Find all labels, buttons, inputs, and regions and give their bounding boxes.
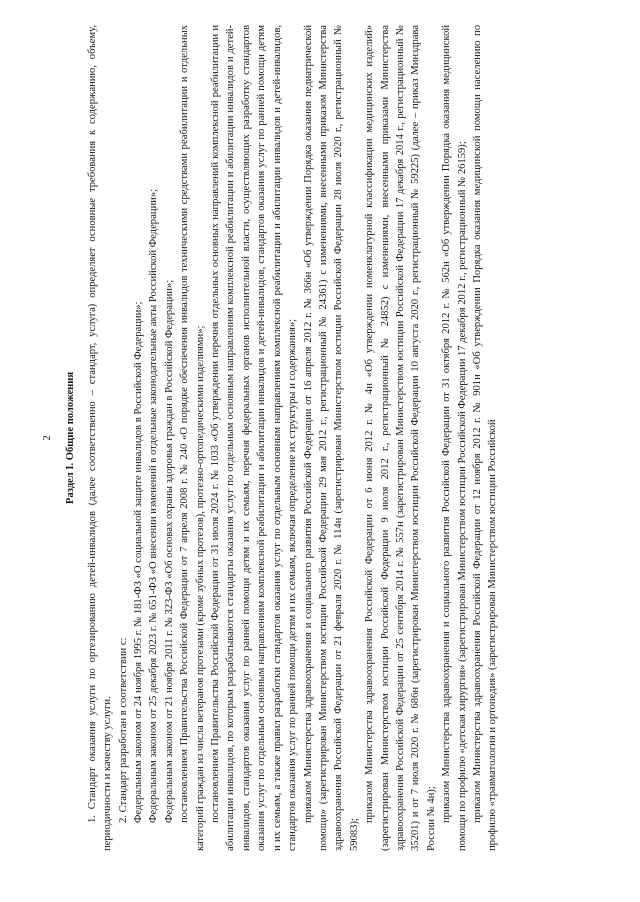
spacer: [55, 25, 59, 851]
paragraph-order-4n: приказом Министерства здравоохранения Российской Федерации от 6 июня 2012 г. № 4н «Об утверждении номенклатурной классификации медицинских изделий» (зарегистрирован Министерством юстиции Российской Федерации 9 июля 2012 г., регистрационный № 24852) с изменениями, внесенными приказами Министерства здравоохранения Российской Федерации от 25 сентября 2014 г. № 557н (зарегистрирован Министерством юстиции Российской Федерации 17 декабря 2014 г., регистрационный № 35201) и от 7 июля 2020 г. № 686н (зарегистрирован Министерством юстиции Российской Федерации 10 августа 2020 г., регистрационный № 59225) (далее – приказ Минздрава России № 4н);: [364, 25, 437, 851]
paragraph-law-651: Федеральным законом от 25 декабря 2023 г. № 651-ФЗ «О внесении изменений в отдельные законодательные акты Российской Федерации»;: [148, 188, 160, 823]
paragraph-law-181: Федеральным законом от 24 ноября 1995 г. № 181-ФЗ «О социальной защите инвалидов в Российской Федерации»;: [133, 301, 145, 823]
paragraph-resolution-240: постановлением Правительства Российской Федерации от 7 апреля 2008 г. № 240 «О порядке обеспечения инвалидов техническими средствами реабилитации и отдельных категорий граждан из числа ветеранов протезами (кроме зубных протезов), протезно-ортопедическими изделиями»;: [179, 25, 206, 851]
paragraph-order-901n: приказом Министерства здравоохранения Российской Федерации от 12 ноября 2012 г. № 901н «Об утверждении Порядка оказания медицинской помощи населению по профилю «травматология и ортопедия» (зарегистрирован Министерством юстиции Российской: [471, 25, 499, 851]
rotated-document-body: [40, 25, 600, 851]
paragraph-standard-definition: 1. Стандарт оказания услуги по ортезированию детей-инвалидов (далее соответственно – стандарт, услуга) определяет основные требования к содержанию, объему, периодичности и качеству услуги.: [86, 25, 114, 851]
section-title: Раздел I. Общие положения: [65, 371, 77, 505]
paragraph-law-323: Федеральным законом от 21 ноября 2011 г. № 323-ФЗ «Об основах охраны здоровья граждан в Российской Федерации»;: [163, 279, 175, 823]
paragraph-resolution-1033: постановлением Правительства Российской Федерации от 31 июля 2024 г. № 1033 «Об утверждении перечня отдельных основных направлений комплексной реабилитации и абилитации инвалидов, по которым разрабатываются стандарты оказания услуг по отдельным основным направлениям комплексной реабилитации и абилитации инвалидов и детей-инвалидов, стандартов оказания услуг по ранней помощи детям и их семьям, перечня федеральных органов исполнительной власти, осуществляющих разработку стандартов оказания услуг по отдельным основным направлениям комплексной реабилитации и абилитации инвалидов и детей-инвалидов, стандартов оказания услуг по ранней помощи детям и их семьям, а также правил разработки стандартов оказания услуг по отдельным основным направлениям комплексной реабилитации и абилитации инвалидов и детей-инвалидов, стандартов оказания услуг по ранней помощи детям и их семьям, включая определение их структуры и содержания»;: [210, 25, 299, 851]
paragraph-order-562n: приказом Министерства здравоохранения и социального развития Российской Федерации от 31 октября 2012 г. № 562н «Об утверждении Порядка оказания медицинской помощи по профилю «детская хирургия» (зарегистрирован Министерством юстиции Российской Федерации 17 декабря 2012 г., регистрационный № 26159);: [441, 25, 468, 851]
page-number: 2: [42, 435, 53, 441]
paragraph-order-366n: приказом Министерства здравоохранения и социального развития Российской Федерации от 16 апреля 2012 г. № 366н «Об утверждении Порядка оказания педиатрической помощи» (зарегистрирован Министерством юстиции Российской Федерации 29 мая 2012 г., регистрационный № 24361) с изменениями, внесенными приказом Министерства здравоохранения Российской Федерации от 21 февраля 2020 г. № 114н (зарегистрирован Министерством юстиции Российской Федерации 28 июля 2020 г., регистрационный № 59083);: [302, 25, 360, 851]
paragraph-developed-in-accordance: 2. Стандарт разработан в соответствии с:: [117, 637, 129, 823]
